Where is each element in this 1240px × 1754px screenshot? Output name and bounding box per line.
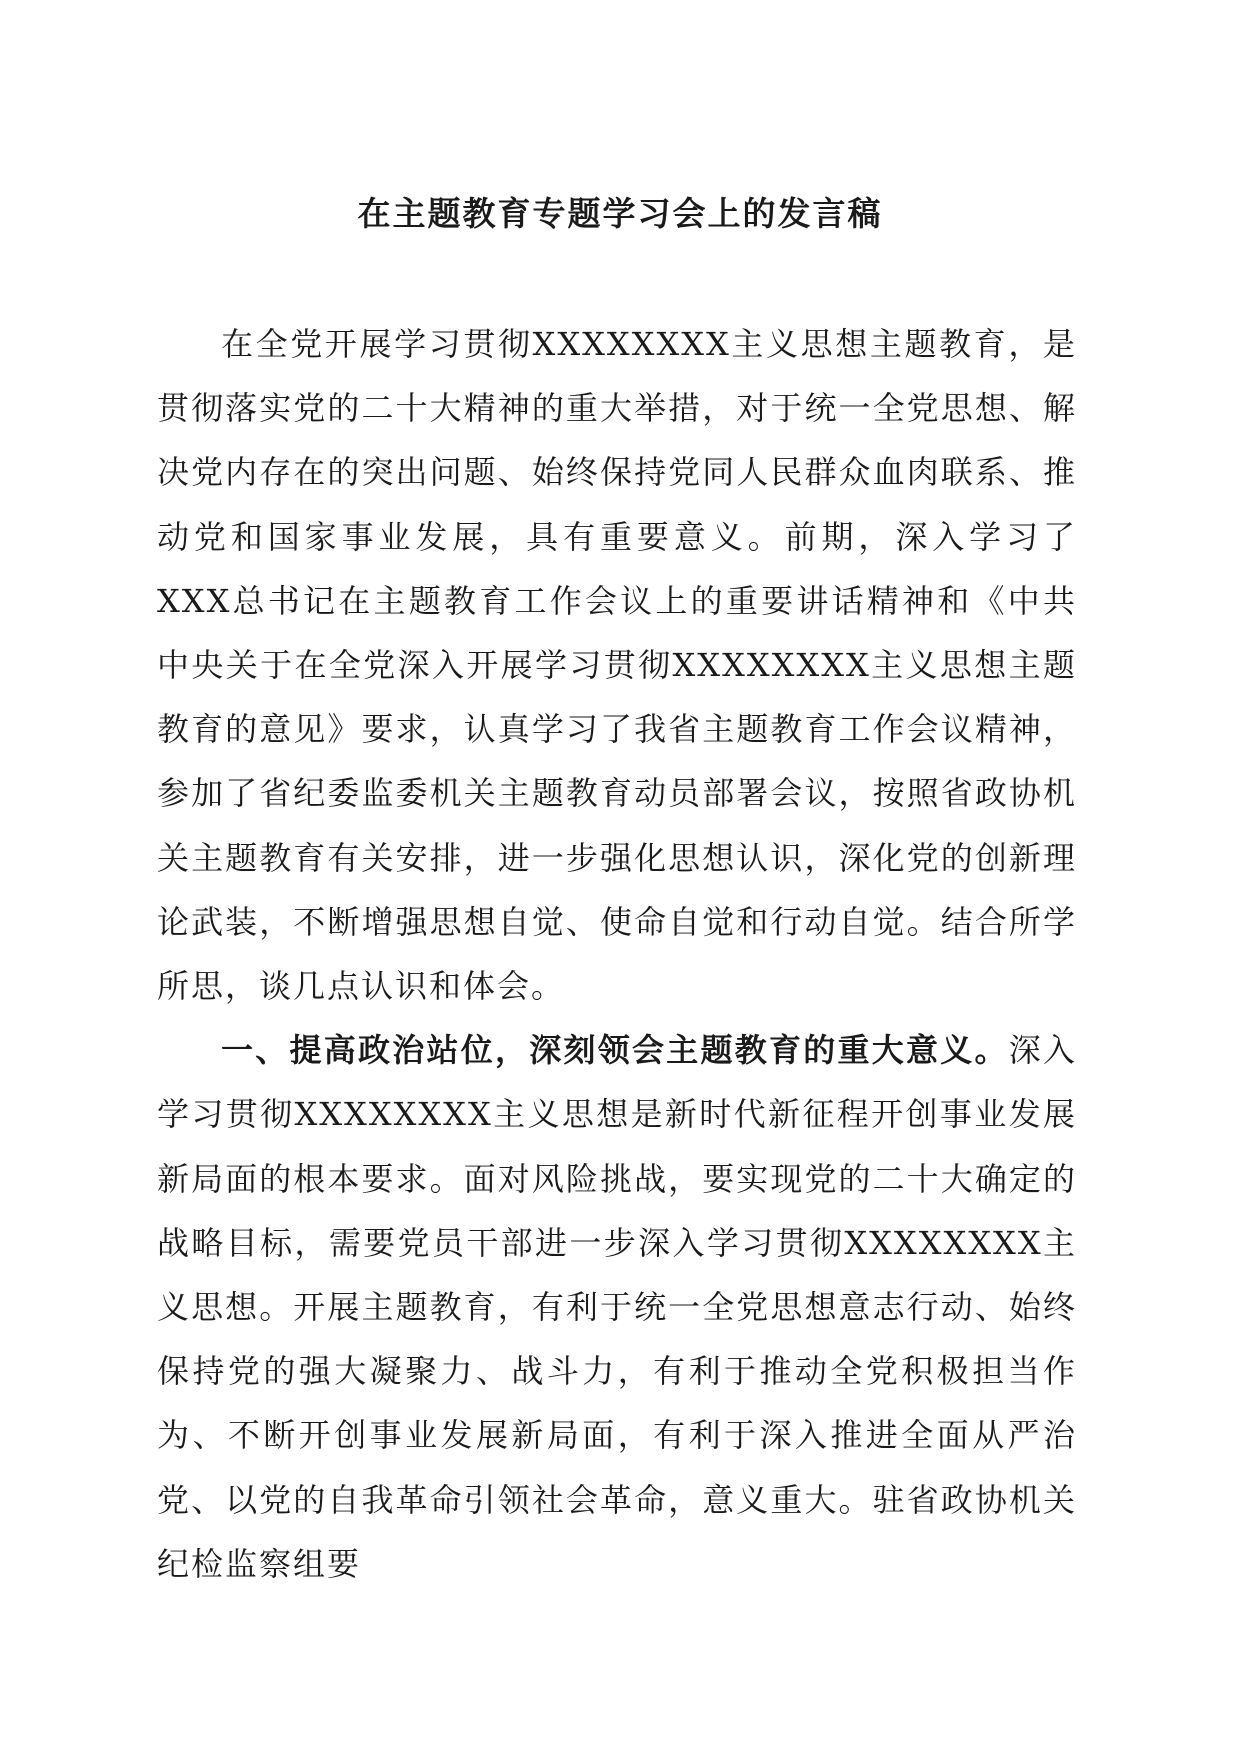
paragraph-intro-text: 在全党开展学习贯彻XXXXXXXX主义思想主题教育，是贯彻落实党的二十大精神的重大举措，对于统一全党思想、解决党内存在的突出问题、始终保持党同人民群众血肉联系、推动党和国家事业发展，具有重要意义。前期，深入学习了XXX总书记在主题教育工作会议上的重要讲话精神和《中共中央关于在全党深入开展学习贯彻XXXXXXXX主义思想主题教育的意见》要求，认真学习了我省主题教育工作会议精神，参加了省纪委监委机关主题教育动员部署会议，按照省政协机关主题教育有关安排，进一步强化思想认识，深化党的创新理论武装，不断增强思想自觉、使命自觉和行动自觉。结合所学所思，谈几点认识和体会。 bbox=[157, 325, 1077, 1006]
document-body bbox=[157, 312, 1077, 1596]
document-title: 在主题教育专题学习会上的发言稿 bbox=[357, 194, 883, 233]
section-one-heading: 一、提高政治站位，深刻领会主题教育的重大意义。 bbox=[221, 1031, 1009, 1070]
paragraph-intro bbox=[157, 312, 1077, 1018]
paragraph-section-one bbox=[157, 1018, 1077, 1596]
section-one-text: 深入学习贯彻XXXXXXXX主义思想是新时代新征程开创事业发展新局面的根本要求。面对风险挑战，要实现党的二十大确定的战略目标，需要党员干部进一步深入学习贯彻XXXXXXXX主义思想。开展主题教育，有利于统一全党思想意志行动、始终保持党的强大凝聚力、战斗力，有利于推动全党积极担当作为、不断开创事业发展新局面，有利于深入推进全面从严治党、以党的自我革命引领社会革命，意义重大。驻省政协机关纪检监察组要 bbox=[157, 1031, 1077, 1583]
